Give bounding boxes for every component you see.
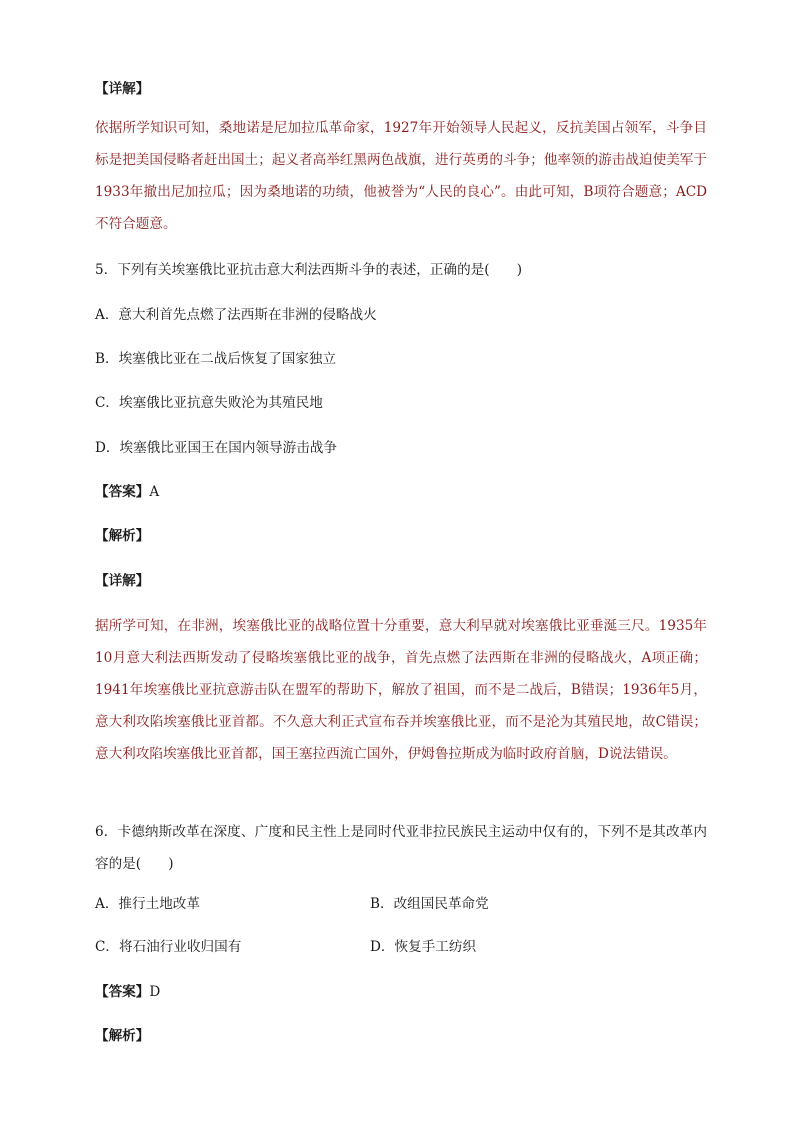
- question-5-option-c: C．埃塞俄比亚抗意失败沦为其殖民地: [95, 395, 323, 411]
- question-6-option-a: A．推行土地改革: [95, 896, 200, 912]
- detail-paragraph-1: 依据所学知识可知，桑地诺是尼加拉瓜革命家，1927年开始领导人民起义，反抗美国占领军，斗争目标是把美国侵略者赶出国土；起义者高举红黑两色战旗，进行英勇的斗争；他率领的游击战迫使美军于1933年撤出尼加拉瓜；因为桑地诺的功绩，他被誉为“人民的良心”。由此可知，B项符合题意；ACD不符合题意。: [95, 120, 707, 232]
- question-5-analysis-heading: 【解析】: [95, 528, 150, 544]
- answer-value: D: [149, 984, 161, 1000]
- question-5-stem: 5．下列有关埃塞俄比亚抗击意大利法西斯斗争的表述，正确的是( ): [95, 262, 523, 278]
- question-5-detail-heading: 【详解】: [95, 573, 150, 589]
- question-6-analysis-heading: 【解析】: [95, 1028, 150, 1044]
- question-5-answer: [95, 478, 707, 506]
- detail-heading-1: 【详解】: [95, 81, 150, 97]
- answer-value: A: [149, 484, 160, 500]
- answer-tag: 【答案】: [95, 984, 150, 1000]
- question-5-option-b: B．埃塞俄比亚在二战后恢复了国家独立: [95, 351, 337, 367]
- question-5-option-d: D．埃塞俄比亚国王在国内领导游击战争: [95, 440, 337, 456]
- question-6-option-d: D．恢复手工纺织: [370, 939, 477, 955]
- question-5-option-a: A．意大利首先点燃了法西斯在非洲的侵略战火: [95, 307, 377, 323]
- question-6-stem: 6．卡德纳斯改革在深度、广度和民主性上是同时代亚非拉民族民主运动中仅有的，下列不是其改革内容的是( ): [95, 824, 707, 872]
- question-5-detail-paragraph: 据所学可知，在非洲，埃塞俄比亚的战略位置十分重要，意大利早就对埃塞俄比亚垂涎三尺。1935年10月意大利法西斯发动了侵略埃塞俄比亚的战争，首先点燃了法西斯在非洲的侵略战火，A项正确；1941年埃塞俄比亚抗意游击队在盟军的帮助下，解放了祖国，而不是二战后，B错误；1936年5月，意大利攻陷埃塞俄比亚首都。不久意大利正式宣布吞并埃塞俄比亚，而不是沦为其殖民地，故C错误；意大利攻陷埃塞俄比亚首都，国王塞拉西流亡国外，伊姆鲁拉斯成为临时政府首脑，D说法错误。: [95, 618, 707, 762]
- question-6-option-b: B．改组国民革命党: [370, 896, 489, 912]
- answer-tag: 【答案】: [95, 484, 150, 500]
- question-6-answer: [95, 978, 707, 1006]
- question-6-option-c: C．将石油行业收归国有: [95, 939, 242, 955]
